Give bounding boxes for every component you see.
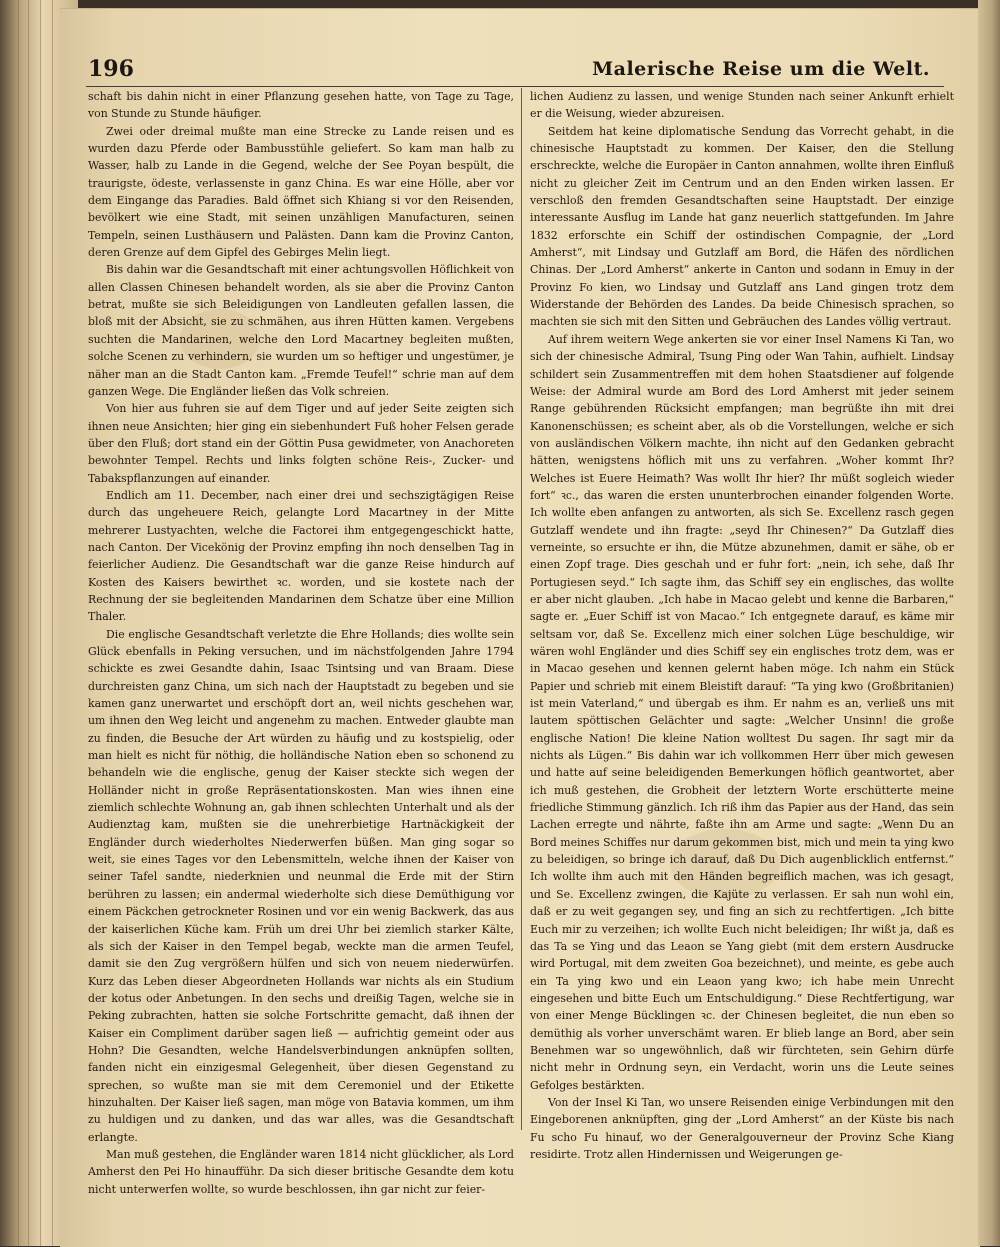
paragraph: Auf ihrem weitern Wege ankerten sie vor einer Insel Namens Ki Tan, wo sich der chinesische Admiral, Tsung Ping oder Wan Tahin, aufhielt. Lindsay schildert sein Zusammentreffen mit dem hohen Staatsdiener auf folgende Weise: der Admiral wurde am Bord des Lord Amherst mit jeder seinem Range gebührenden Rücksicht empfangen; man begrüßte ihn mit drei Kanonenschüssen; es scheint aber, als ob die Vorstellungen, welche er sich von ausländischen Völkern machte, ihn nicht auf den Gedanken gebracht hätten, wenigstens höflich mit uns zu verfahren. „Woher kommt Ihr? Welches ist Euere Heimath? Was wollt Ihr hier? Ihr müßt sogleich wieder fort“ ꝛc., das waren die ersten ununterbrochen einander folgenden Worte. Ich wollte eben anfangen zu antworten, als sich Se. Excellenz rasch gegen Gutzlaff wendete und ihn fragte: „seyd Ihr Chinesen?“ Da Gutzlaff dies verneinte, so ersuchte er ihn, die Mütze abzunehmen, damit er sähe, ob er einen Zopf trage. Dies geschah und er fuhr fort: „nein, ich sehe, daß Ihr Portugiesen seyd.“ Ich sagte ihm, das Schiff sey ein englisches, das wollte er aber nicht glauben. „Ich habe in Macao gelebt und kenne die Barbaren,“ sagte er. „Euer Schiff ist von Macao.“ Ich entgegnete darauf, es käme mir seltsam vor, daß Se. Excellenz mich einer solchen Lüge beschuldige, wir wären wohl Engländer und dies Schiff sey ein englisches trotz dem, was er in Macao gesehen und kennen gelernt haben möge. Ich nahm ein Stück Papier und schrieb mit einem Bleistift darauf: “Ta ying kwo (Großbritanien) ist mein Vaterland,“ und übergab es ihm. Er nahm es an, verließ uns mit lautem spöttischen Gelächter und sagte: „Welcher Unsinn! die große englische Nation! Die kleine Nation wolltest Du sagen. Ihr sagt mir da nichts als Lügen.“ Bis dahin war ich vollkommen Herr über mich gewesen und hatte auf seine beleidigenden Bemerkungen höflich geantwortet, aber ich muß gestehen, die Grobheit der letztern Worte erschütterte meine friedliche Stimmung gänzlich. Ich riß ihm das Papier aus der Hand, das sein Lachen erregte und nährte, faßte ihn am Arme und sagte: „Wenn Du an Bord meines Schiffes nur darum gekommen bist, mich und mein ta ying kwo zu beleidigen, so bringe ich darauf, daß Du Dich augenblicklich entfernst.“ Ich wollte ihm auch mit den Händen begreiflich machen, was ich gesagt, und Se. Excellenz zwingen, die Kajüte zu verlassen. Er sah nun wohl ein, daß er zu weit gegangen sey, und fing an sich zu rechtfertigen. „Ich bitte Euch mir zu verzeihen; ich wollte Euch nicht beleidigen; Ihr wißt ja, daß es das Ta se Ying und das Leaon se Yang giebt (mit dem erstern Ausdrucke wird Portugal, mit dem zweiten Goa bezeichnet), und meinte, es gebe auch ein Ta ying kwo und ein Leaon yang kwo; ich habe mein Unrecht eingesehen und bitte Euch um Entschuldigung.“ Diese Rechtfertigung, war von einer Menge Bücklingen ꝛc. der Chinesen begleitet, die nun eben so demüthig als vorher unverschämt waren. Er blieb lange an Bord, aber sein Benehmen war so ungewöhnlich, daß wir fürchteten, sein Gehirn dürfe nicht mehr in Ordnung seyn, ein Verdacht, worin uns die Leute seines Gefolges bestärkten. — [530, 332, 954, 1092]
paragraph: Seitdem hat keine diplomatische Sendung das Vorrecht gehabt, in die chinesische Hauptstadt zu kommen. Der Kaiser, den die Stellung erschreckte, welche die Europäer in Canton annahmen, wollte ihren Einfluß nicht zu gleicher Zeit im Centrum und an den Enden wirken lassen. Er verschloß den fremden Gesandtschaften seine Hauptstadt. Der einzige interessante Ausflug im Lande hat ganz neuerlich stattgefunden. Im Jahre 1832 erforschte ein Schiff der ostindischen Compagnie, der „Lord Amherst“, mit Lindsay und Gutzlaff am Bord, die Häfen des nördlichen Chinas. Der „Lord Amherst“ ankerte in Canton und sodann in Emuy in der Provinz Fo kien, wo Lindsay und Gutzlaff ans Land gingen trotz dem Widerstande der Behörden des Landes. Da beide Chinesisch sprachen, so machten sie sich mit den Sitten und Gebräuchen des Landes völlig vertraut. — [530, 124, 954, 329]
header-rule — [86, 86, 944, 87]
right-column — [530, 88, 954, 1161]
page-edge-line — [18, 0, 19, 1246]
column-divider — [521, 88, 522, 1130]
page-edge-line — [28, 0, 29, 1246]
page-number: 196 — [88, 56, 134, 82]
paragraph: Man muß gestehen, die Engländer waren 1814 nicht glücklicher, als Lord Amherst den Pei Ho hinaufführ. Da sich dieser britische Gesandte dem kotu nicht unterwerfen wollte, so wurde beschlossen, ihn gar nicht zur feier- — [88, 1147, 514, 1196]
page-edge-line — [40, 0, 41, 1246]
left-column — [88, 88, 514, 1196]
paragraph: Von hier aus fuhren sie auf dem Tiger und auf jeder Seite zeigten sich ihnen neue Ansichten; hier ging ein siebenhundert Fuß hoher Felsen gerade über den Fluß; dort stand ein der Göttin Pusa gewidmeter, von Anachoreten bewohnter Tempel. Rechts und links folgten schöne Reis-, Zucker- und Tabakspflanzungen auf einander. — [88, 402, 514, 485]
page-right-edge — [978, 0, 1000, 1246]
paragraph: Von der Insel Ki Tan, wo unsere Reisenden einige Verbindungen mit den Eingeborenen anknüpften, ging der „Lord Amherst“ an der Küste bis nach Fu scho Fu hinauf, wo der Generalgouverneur der Provinz Sche Kiang residirte. Trotz allen Hindernissen und Weigerungen ge- — [530, 1095, 954, 1161]
paragraph: Die englische Gesandtschaft verletzte die Ehre Hollands; dies wollte sein Glück ebenfalls in Peking versuchen, und im nächstfolgenden Jahre 1794 schickte es zwei Gesandte dahin, Isaac Tsintsing und van Braam. Diese durchreisten ganz China, um sich nach der Hauptstadt zu begeben und sie kamen ganz unerwartet und erschöpft dort an, weil nichts geschehen war, um ihnen den Weg leicht und angenehm zu machen. Entweder glaubte man zu finden, die Besuche der Art würden zu häufig und zu kostspielig, oder man hielt es nicht für nöthig, die holländische Nation eben so schonend zu behandeln wie die englische, genug der Kaiser steckte sich wegen der Holländer nicht in große Repräsentationskosten. Man wies ihnen eine ziemlich schlechte Wohnung an, gab ihnen schlechten Unterhalt und als der Audienztag kam, mußten sie die unehrerbietige Hartnäckigkeit der Engländer durch wiederholtes Niederwerfen büßen. Man ging sogar so weit, sie eines Tages vor den Lebensmitteln, welche ihnen der Kaiser von seiner Tafel sandte, niederknien und neunmal die Erde mit der Stirn berühren zu lassen; ein andermal wiederholte sich diese Demüthigung vor einem Päckchen getrockneter Rosinen und vor ein wenig Backwerk, das aus der kaiserlichen Küche kam. Früh um drei Uhr bei ziemlich starker Kälte, als sich der Kaiser in den Tempel begab, weckte man die armen Teufel, damit sie den Zug vergrößern hülfen und sich von neuem niederwürfen. Kurz das Leben dieser Abgeordneten Hollands war nichts als ein Studium der kotus oder Anbetungen. In den sechs und dreißig Tagen, welche sie in Peking zubrachten, hatten sie solche Fortschritte gemacht, daß ihnen der Kaiser ein Compliment darüber sagen ließ — aufrichtig gemeint oder aus Hohn? Die Gesandten, welche Handelsverbindungen anknüpfen sollten, fanden nicht ein einzigesmal Gelegenheit, über diesen Gegenstand zu sprechen, so wußte man sie mit dem Ceremoniel und der Etikette hinzuhalten. Der Kaiser ließ sagen, man möge von Batavia kommen, um ihm zu huldigen und zu danken, und das war alles, was die Gesandtschaft erlangte. — [88, 627, 514, 1144]
paragraph: Zwei oder dreimal mußte man eine Strecke zu Lande reisen und es wurden dazu Pferde oder Bambusstühle geliefert. So kam man halb zu Wasser, halb zu Lande in die Gegend, welche der See Poyan bespült, die traurigste, ödeste, verlassenste in ganz China. Es war eine Hölle, aber vor dem Eingange das Paradies. Bald öffnet sich Khiang si vor den Reisenden, bevölkert wie eine Stadt, mit seinen unzähligen Manufacturen, seinen Tempeln, seinen Lusthäusern und Palästen. Dann kam die Provinz Canton, deren Grenze auf dem Gipfel des Gebirges Melin liegt. — [88, 124, 514, 260]
paragraph: lichen Audienz zu lassen, und wenige Stunden nach seiner Ankunft erhielt er die Weisung, wieder abzureisen. — [530, 90, 954, 121]
page-edge-line — [52, 0, 53, 1246]
running-title: Malerische Reise um die Welt. — [592, 58, 930, 80]
paragraph: Endlich am 11. December, nach einer drei und sechszigtägigen Reise durch das ungeheuere Reich, gelangte Lord Macartney in der Mitte mehrerer Lustyachten, welche die Factorei ihm entgegengeschickt hatte, nach Canton. Der Vicekönig der Provinz empfing ihn noch denselben Tag in feierlicher Audienz. Die Gesandtschaft war die ganze Reise hindurch auf Kosten des Kaisers bewirthet ꝛc. worden, und sie kostete nach der Rechnung der sie begleitenden Mandarinen dem Schatze über eine Million Thaler. — [88, 488, 514, 624]
paragraph: schaft bis dahin nicht in einer Pflanzung gesehen hatte, von Tage zu Tage, von Stunde zu Stunde häufiger. — [88, 90, 514, 121]
page-header — [88, 56, 930, 82]
paragraph: Bis dahin war die Gesandtschaft mit einer achtungsvollen Höflichkeit von allen Classen Chinesen behandelt worden, als sie aber die Provinz Canton betrat, mußte sie sich Beleidigungen von Landleuten gefallen lassen, die bloß mit der Absicht, sie zu schmähen, aus ihren Hütten kamen. Vergebens suchten die Mandarinen, welche den Lord Macartney begleiten mußten, solche Scenen zu verhindern, sie wurden um so heftiger und ungestümer, je näher man an die Stadt Canton kam. „Fremde Teufel!“ schrie man auf dem ganzen Wege. Die Engländer ließen das Volk schreien. — [88, 263, 514, 398]
